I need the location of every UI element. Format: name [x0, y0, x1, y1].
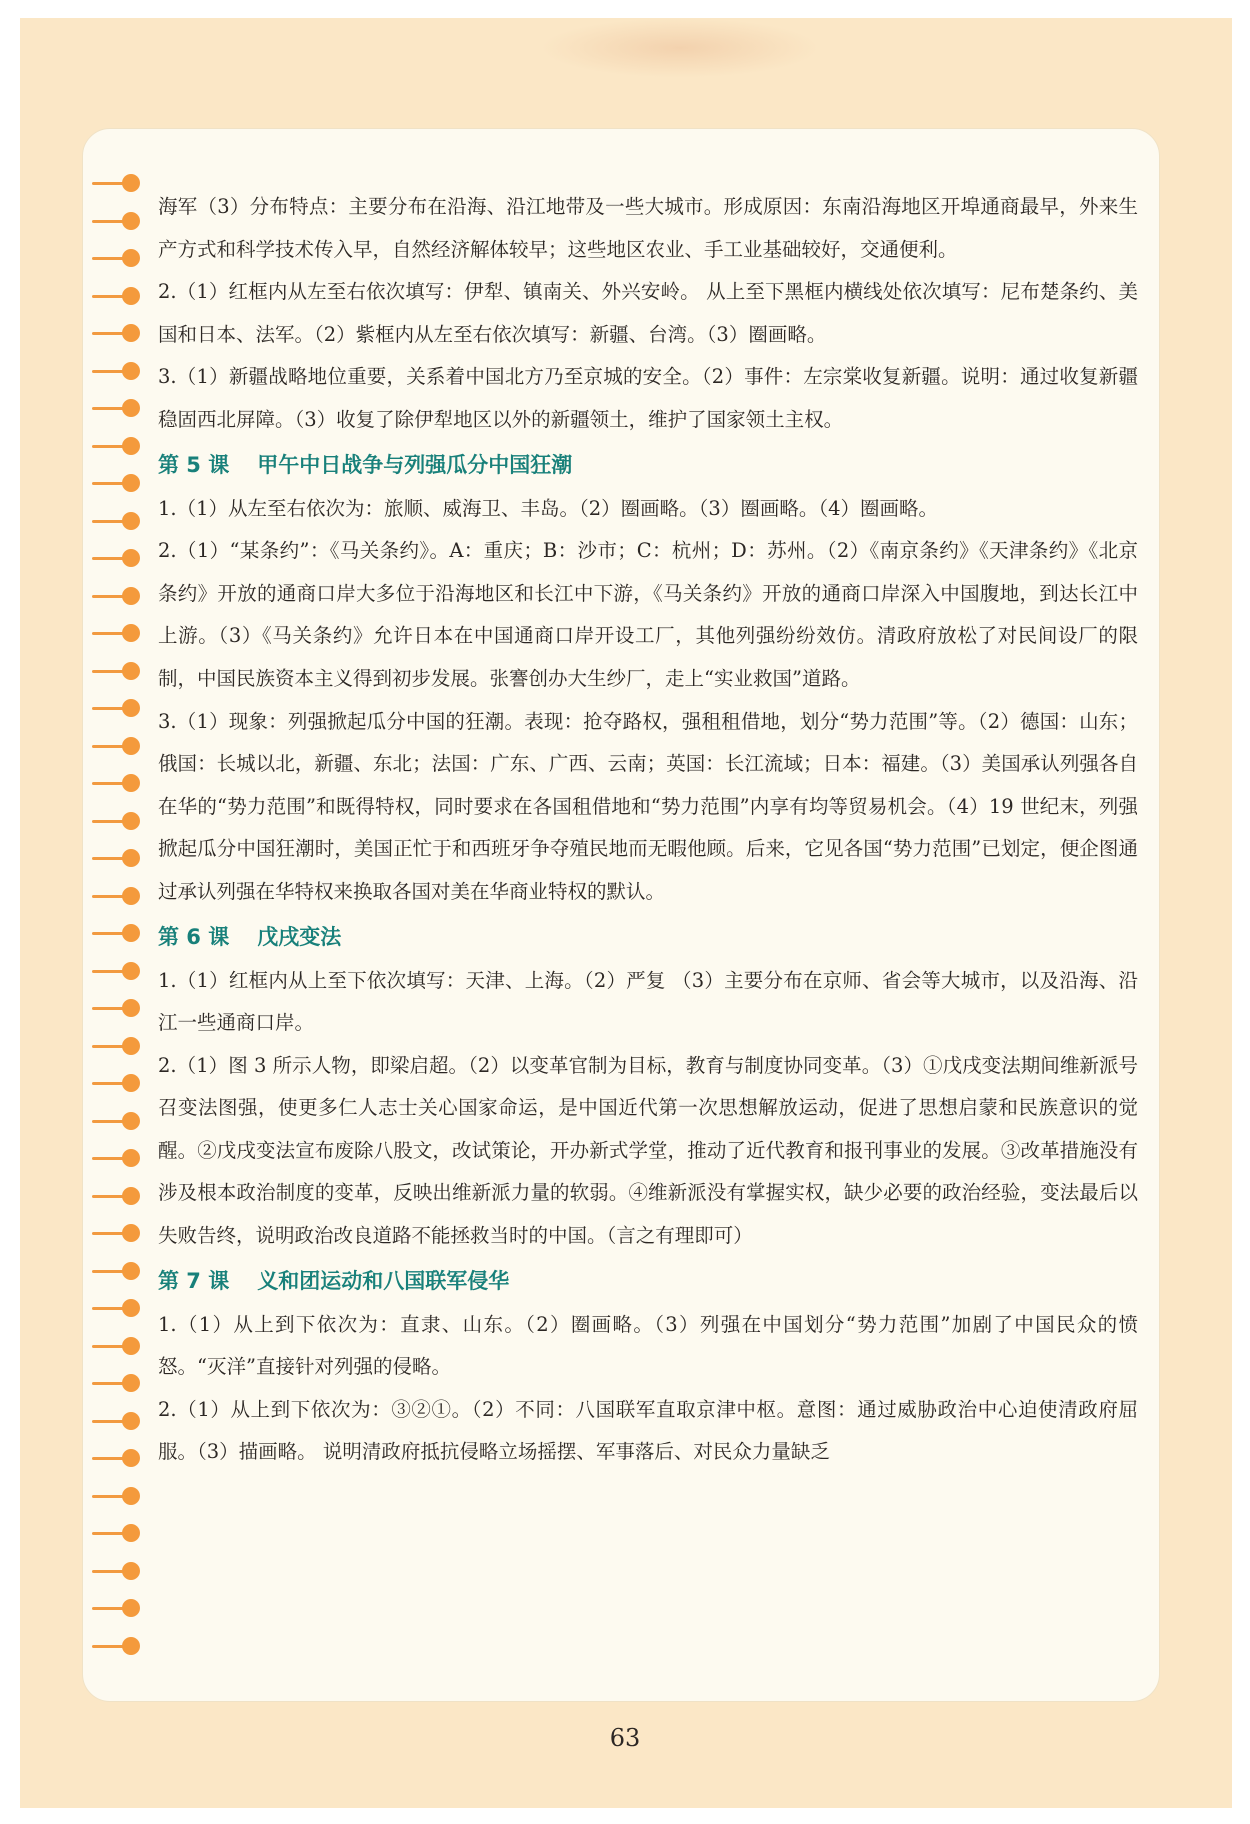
binding-ring — [92, 585, 152, 607]
binding-ring — [92, 997, 152, 1019]
binding-ring — [92, 435, 152, 457]
lesson-number: 第 6 课 — [158, 924, 230, 949]
page-stain — [540, 18, 820, 78]
binding-ring — [92, 697, 152, 719]
answer-paragraph: 1.（1）从左至右依次为：旅顺、威海卫、丰岛。（2）圈画略。（3）圈画略。（4）圈画略。 — [158, 496, 938, 520]
page-number: 63 — [609, 1724, 641, 1752]
binding-ring — [92, 1335, 152, 1357]
lesson-title: 甲午中日战争与列强瓜分中国狂潮 — [257, 452, 573, 477]
binding-ring — [92, 172, 152, 194]
answer-paragraph: 1.（1）红框内从上至下依次填写：天津、上海。（2）严复 （3）主要分布在京师、省会等大城市，以及沿海、沿江一些通商口岸。 — [158, 968, 1138, 1035]
binding-ring — [92, 360, 152, 382]
binding-ring — [92, 247, 152, 269]
binding-ring — [92, 472, 152, 494]
lesson-heading — [158, 442, 1138, 488]
binding-ring — [92, 960, 152, 982]
answer-paragraph: 3.（1）新疆战略地位重要，关系着中国北方乃至京城的安全。（2）事件：左宗棠收复新疆。说明：通过收复新疆稳固西北屏障。（3）收复了除伊犁地区以外的新疆领土，维护了国家领土主权。 — [158, 365, 1138, 431]
answer-paragraph: 2.（1）红框内从左至右依次填写：伊犁、镇南关、外兴安岭。 从上至下黑框内横线处依次填写：尼布楚条约、美国和日本、法军。（2）紫框内从左至右依次填写：新疆、台湾。（3）圈画略。 — [158, 280, 1138, 346]
lesson-number: 第 5 课 — [158, 452, 230, 477]
binding-ring — [92, 810, 152, 832]
binding-ring — [92, 660, 152, 682]
binding-ring — [92, 772, 152, 794]
binding-ring — [92, 1485, 152, 1507]
binding-ring — [92, 1372, 152, 1394]
binding-ring — [92, 547, 152, 569]
binding-ring — [92, 735, 152, 757]
binding-ring — [92, 210, 152, 232]
lesson-heading — [158, 914, 1138, 960]
lesson-heading — [158, 1258, 1138, 1304]
binding-ring — [92, 510, 152, 532]
binding-ring — [92, 1410, 152, 1432]
binding-ring — [92, 1447, 152, 1469]
binding-ring — [92, 1635, 152, 1657]
notebook-binding-rings — [92, 172, 152, 1672]
binding-ring — [92, 922, 152, 944]
answer-paragraph: 3.（1）现象：列强掀起瓜分中国的狂潮。表现：抢夺路权，强租租借地，划分“势力范围”等。（2）德国：山东；俄国：长城以北，新疆、东北；法国：广东、广西、云南；英国：长江流域；日本：福建。（3）美国承认列强各自在华的“势力范围”和既得特权，同时要求在各国租借地和“势力范围”内享有均等贸易机会。（4）19 世纪末，列强掀起瓜分中国狂潮时，美国正忙于和西班牙争夺殖民地而无暇他顾。后来，它见各国“势力范围”已划定，便企图通过承认列强在华特权来换取各国对美在华商业特权的默认。 — [158, 709, 1138, 903]
lesson-title: 义和团运动和八国联军侵华 — [257, 1268, 510, 1293]
binding-ring — [92, 1035, 152, 1057]
binding-ring — [92, 285, 152, 307]
lesson-number: 第 7 课 — [158, 1268, 230, 1293]
binding-ring — [92, 1147, 152, 1169]
binding-ring — [92, 1185, 152, 1207]
binding-ring — [92, 397, 152, 419]
binding-ring — [92, 1297, 152, 1319]
answer-paragraph: 海军（3）分布特点：主要分布在沿海、沿江地带及一些大城市。形成原因：东南沿海地区开埠通商最早，外来生产方式和科学技术传入早，自然经济解体较早；这些地区农业、手工业基础较好，交通便利。 — [158, 195, 1138, 261]
binding-ring — [92, 322, 152, 344]
binding-ring — [92, 1222, 152, 1244]
lesson-title: 戊戌变法 — [257, 924, 342, 949]
binding-ring — [92, 885, 152, 907]
answer-paragraph: 1.（1）从上到下依次为：直隶、山东。（2）圈画略。（3）列强在中国划分“势力范围”加剧了中国民众的愤怒。“灭洋”直接针对列强的侵略。 — [158, 1312, 1138, 1379]
answer-paragraph: 2.（1）图 3 所示人物，即梁启超。（2）以变革官制为目标，教育与制度协同变革。（3）①戊戌变法期间维新派号召变法图强，使更多仁人志士关心国家命运，是中国近代第一次思想解放运动，促进了思想启蒙和民族意识的觉醒。②戊戌变法宣布废除八股文，改试策论，开办新式学堂，推动了近代教育和报刊事业的发展。③改革措施没有涉及根本政治制度的变革，反映出维新派力量的软弱。④维新派没有掌握实权，缺少必要的政治经验，变法最后以失败告终，说明政治改良道路不能拯救当时的中国。（言之有理即可） — [158, 1053, 1138, 1248]
binding-ring — [92, 847, 152, 869]
binding-ring — [92, 1522, 152, 1544]
binding-ring — [92, 1597, 152, 1619]
binding-ring — [92, 1072, 152, 1094]
binding-ring — [92, 1260, 152, 1282]
binding-ring — [92, 1560, 152, 1582]
binding-ring — [92, 622, 152, 644]
answer-paragraph: 2.（1）“某条约”：《马关条约》。A：重庆；B：沙市；C：杭州；D：苏州。（2）《南京条约》《天津条约》《北京条约》开放的通商口岸大多位于沿海地区和长江中下游，《马关条约》开放的通商口岸深入中国腹地，到达长江中上游。（3）《马关条约》允许日本在中国通商口岸开设工厂，其他列强纷纷效仿。清政府放松了对民间设厂的限制，中国民族资本主义得到初步发展。张謇创办大生纱厂，走上“实业救国”道路。 — [158, 539, 1138, 690]
answer-paragraph: 2.（1）从上到下依次为：③②①。（2）不同：八国联军直取京津中枢。意图：通过威胁政治中心迫使清政府屈服。（3）描画略。 说明清政府抵抗侵略立场摇摆、军事落后、对民众力量缺乏 — [158, 1397, 1138, 1464]
answer-content — [158, 186, 1138, 1474]
binding-ring — [92, 1110, 152, 1132]
